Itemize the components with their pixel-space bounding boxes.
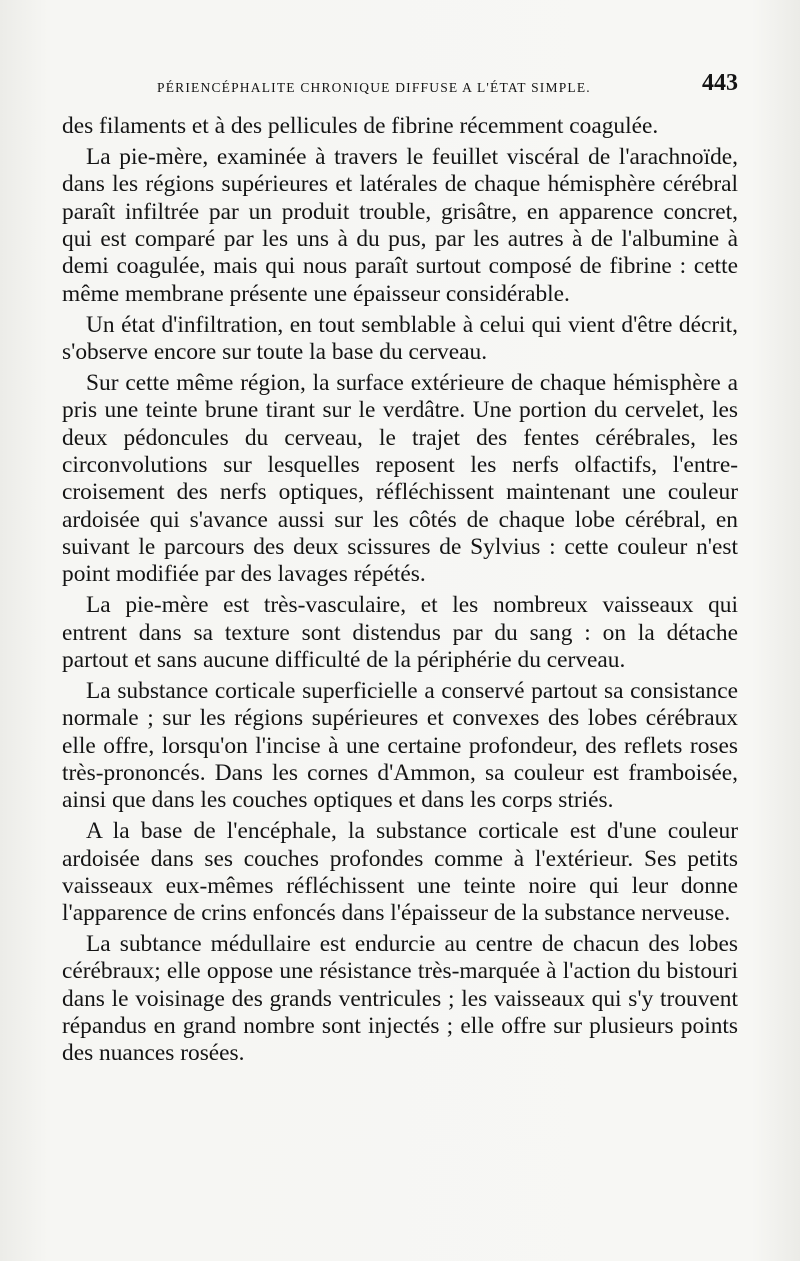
paragraph: La pie-mère est très-vasculaire, et les nombreux vaisseaux qui entrent dans sa texture sont distendus par du sang : on la détache partout et sans aucune difficulté de la périphérie du cerveau. [62,592,738,673]
paragraph: Un état d'infiltration, en tout semblable à celui qui vient d'être décrit, s'observe encore sur toute la base du cerveau. [62,311,738,365]
page-header [62,70,738,102]
body-text [62,113,738,1071]
running-head: PÉRIENCÉPHALITE CHRONIQUE DIFFUSE A L'ÉTAT SIMPLE. [157,80,591,95]
paragraph: La substance corticale superficielle a conservé partout sa consistance normale ; sur les régions supérieures et convexes des lobes cérébraux elle offre, lorsqu'on l'incise à une certaine profondeur, des reflets roses très-prononcés. Dans les cornes d'Ammon, sa couleur est framboisée, ainsi que dans les couches optiques et dans les corps striés. [62,677,738,814]
paragraph: La subtance médullaire est endurcie au centre de chacun des lobes cérébraux; elle oppose une résistance très-marquée à l'action du bistouri dans le voisinage des grands ventricules ; les vaisseaux qui s'y trouvent répandus en grand nombre sont injectés ; elle offre sur plusieurs points des nuances rosées. [62,931,738,1067]
page-number: 443 [702,70,738,96]
paragraph: Sur cette même région, la surface extérieure de chaque hémisphère a pris une teinte brune tirant sur le verdâtre. Une portion du cervelet, les deux pédoncules du cerveau, le trajet des fentes cérébrales, les circonvolutions sur lesquelles reposent les nerfs olfactifs, l'entre-croisement des nerfs optiques, réfléchissent maintenant une couleur ardoisée qui s'avance aussi sur les côtés de chaque lobe cérébral, en suivant le parcours des deux scissures de Sylvius : cette couleur n'est point modifiée par des lavages répétés. [62,370,738,588]
paragraph: des filaments et à des pellicules de fibrine récemment coagulée. [62,113,659,139]
paragraph: La pie-mère, examinée à travers le feuillet viscéral de l'arachnoïde, dans les régions supérieures et latérales de chaque hémisphère cérébral paraît infiltrée par un produit trouble, grisâtre, en apparence concret, qui est comparé par les uns à du pus, par les autres à de l'albumine à demi coagulée, mais qui nous paraît surtout composé de fibrine : cette même membrane présente une épaisseur considérable. [62,144,738,307]
paragraph: A la base de l'encéphale, la substance corticale est d'une couleur ardoisée dans ses couches profondes comme à l'extérieur. Ses petits vaisseaux eux-mêmes réfléchissent une teinte noire qui leur donne l'apparence de crins enfoncés dans l'épaisseur de la substance nerveuse. [62,818,738,927]
